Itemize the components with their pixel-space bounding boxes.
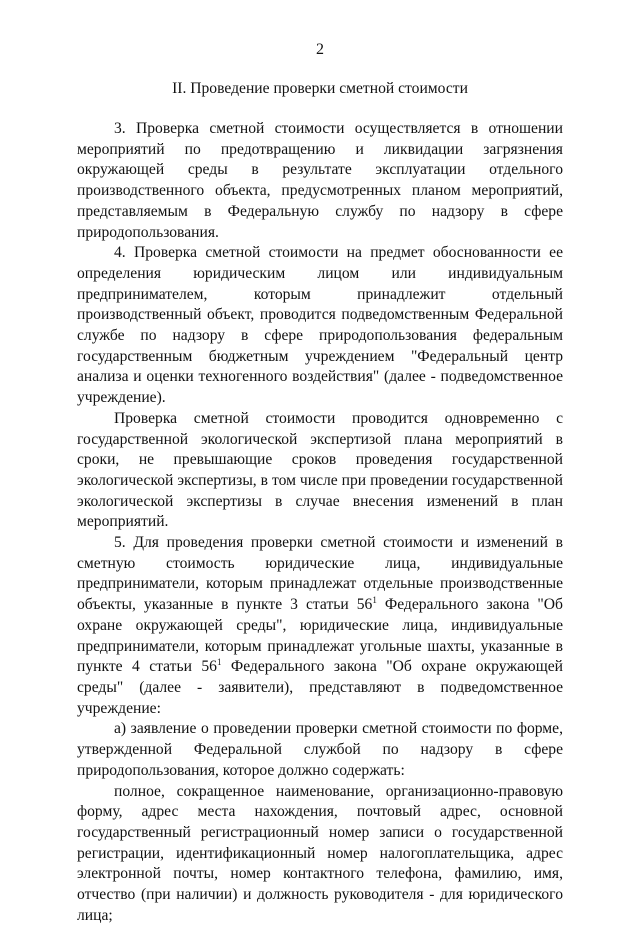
document-body [77,119,563,926]
paragraph-5-part3: Федерального закона "Об охране окружающей среды" (далее - заявители), представляют в подведомственное учреждение: [77,658,563,716]
paragraph-3: 3. Проверка сметной стоимости осуществляется в отношении мероприятий по предотвращению и ликвидации загрязнения окружающей среды в результате эксплуатации отдельного производственного объекта, предусмотренных планом мероприятий, представляемым в Федеральную службу по надзору в сфере природопользования. [77,119,563,243]
superscript-1: 1 [372,595,377,605]
page-number: 2 [0,40,640,60]
superscript-2: 1 [217,657,222,667]
paragraph-5 [77,533,563,719]
paragraph-5-a-item: полное, сокращенное наименование, организационно-правовую форму, адрес места нахождения, почтовый адрес, основной государственный регистрационный номер записи о государственной регистрации, идентификационный номер налогоплательщика, адрес электронной почты, номер контактного телефона, фамилию, имя, отчество (при наличии) и должность руководителя - для юридического лица; [77,782,563,926]
paragraph-5-part2: Федерального закона "Об охране окружающей среды", юридические лица, индивидуальные предприниматели, которым принадлежат угольные шахты, указанные в пункте 4 статьи 56 [77,596,563,675]
paragraph-5-a: а) заявление о проведении проверки сметной стоимости по форме, утвержденной Федеральной службой по надзору в сфере природопользования, которое должно содержать: [77,719,563,781]
paragraph-5-part1: 5. Для проведения проверки сметной стоимости и изменений в сметную стоимость юридические лица, индивидуальные предприниматели, которым принадлежат отдельные производственные объекты, указанные в пункте 3 статьи 56 [77,534,563,613]
paragraph-4: 4. Проверка сметной стоимости на предмет обоснованности ее определения юридическим лицом или индивидуальным предпринимателем, которым принадлежит отдельный производственный объект, проводится подведомственным Федеральной службе по надзору в сфере природопользования федеральным государственным бюджетным учреждением "Федеральный центр анализа и оценки техногенного воздействия" (далее - подведомственное учреждение). [77,243,563,409]
paragraph-4-continued: Проверка сметной стоимости проводится одновременно с государственной экологической экспертизой плана мероприятий в сроки, не превышающие сроков проведения государственной экологической экспертизы, в том числе при проведении государственной экологической экспертизы в случае внесения изменений в план мероприятий. [77,409,563,533]
section-title: II. Проведение проверки сметной стоимости [0,79,640,99]
